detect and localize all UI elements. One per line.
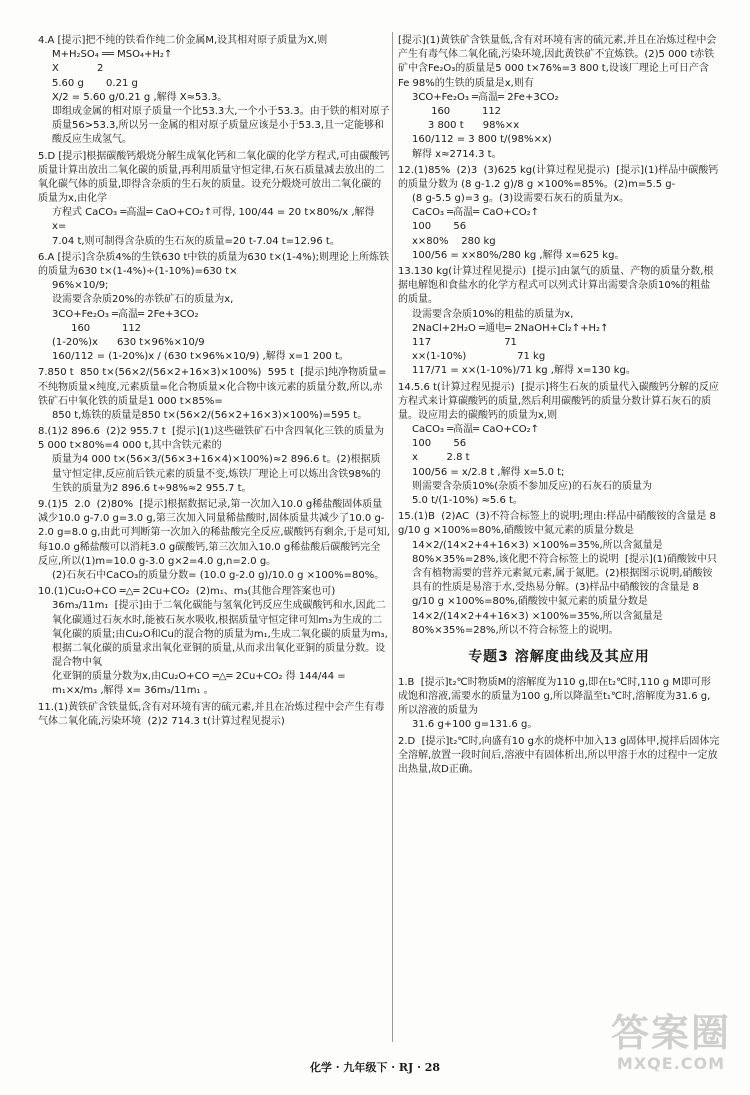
answer-line: 10.(1)Cu₂O+CO ═△═ 2Cu+CO₂ (2)m₁、m₃(其他合理答案也可) <box>38 586 336 598</box>
answer-line: 14×2/(14×2+4+16×3) ×100%=35%,所以含氮量是80%×35%=28%,所以不符合标签上的说明。 <box>412 610 663 636</box>
answer-line: 117 71 <box>412 336 517 348</box>
answer-line: 3CO+Fe₂O₃ ═高温═ 2Fe+3CO₂ <box>52 308 199 320</box>
answer-line: 设需要含杂质10%的粗盐的质量为x, <box>412 308 574 320</box>
answer-line: 100 56 <box>412 438 467 450</box>
answer-line: 4.A [提示]把不纯的铁看作纯二价金属M,设其相对原子质量为X,则 <box>38 35 328 46</box>
answer-line: 100 56 <box>412 221 467 233</box>
answer-line: 7.04 t,则可制得含杂质的生石灰的质量=20 t-7.04 t=12.96 t。 <box>52 235 340 247</box>
answer-line: [提示](1)黄铁矿含铁量低,含有对环境有害的硫元素,并且在冶炼过程中会产生有毒气体二氧化硫,污染环境,因此黄铁矿不宜炼铁。(2)5 000 t赤铁矿中含Fe₂O₃的质量是5 000 t×76%=3 800 t,设该厂理论上可日产含Fe 98%的生铁的质量是x,则有 <box>398 35 717 89</box>
answer-line: 5.D [提示]根据碳酸钙煅烧分解生成氧化钙和二氧化碳的化学方程式,可由碳酸钙质量计算出放出二氧化碳的质量,再利用质量守恒定律,石灰石质量减去放出的二氧化碳气体的质量,即得含杂质的生石灰的质量。设充分煅烧可放出二氧化碳的质量为x,由化学 <box>38 150 390 205</box>
answer-line: 100/56 = x×80%/280 kg ,解得 x=625 kg。 <box>412 249 625 261</box>
page-footer: 化学 · 九年级下 · RJ · 28 <box>309 1061 441 1074</box>
answer-line: 6.A [提示]含杂质4%的生铁630 t中铁的质量为630 t×(1-4%);则理论上所炼铁的质量为630 t×(1-4%)÷(1-10%)=630 t× <box>38 251 389 277</box>
answer-item <box>38 498 390 583</box>
section-heading: 专题3 溶解度曲线及其应用 <box>468 648 650 665</box>
answer-item <box>398 510 720 638</box>
answer-line: 1.B [提示]t₂℃时物质M的溶解度为110 g,即在t₂℃时,110 g M即可形成饱和溶液,需要水的质量为100 g,所以降温至t₁℃时,溶解度为31.6 g,所以溶液的质量为 <box>398 676 711 717</box>
answer-line: 14×2/(14×2+4+16×3) ×100%=35%,所以含氮量是80%×35%=28%,该化肥不符合标签上的说明 [提示](1)硝酸铵中只含有植物需要的营养元素氮元素,属于氮肥。(2)根据图示说明,硝酸铵具有的性质是易溶于水,受热易分解。(3)样品中硝酸铵的含量是 8 g/10 g ×100%=80%,硝酸铵中氮元素的质量分数是 <box>412 539 717 608</box>
answer-line: x×(1-10%) 71 kg <box>412 351 546 363</box>
answer-item <box>38 366 390 423</box>
answer-line: 15.(1)B (2)AC (3)不符合标签上的说明;理由:样品中硝酸铵的含量是 8 g/10 g ×100%=80%,硝酸铵中氮元素的质量分数是 <box>398 511 720 537</box>
answer-item <box>38 585 390 699</box>
answer-item <box>38 34 390 148</box>
answer-line: 方程式 CaCO₃ ═高温═ CaO+CO₂↑可得, 100/44 = 20 t×80%/x ,解得 x= <box>52 207 378 233</box>
answer-line: 96%×10/9; <box>52 280 109 292</box>
answer-line: 36m₃/11m₁ [提示]由于二氧化碳能与氢氧化钙反应生成碳酸钙和水,因此二氧化碳通过石灰水时,能被石灰水吸收,根据质量守恒定律可知m₃为生成的二氧化碳的质量;由Cu₂O和Cu的混合物的质量为m₁,生成二氧化碳的质量为m₃,根据二氧化碳的质量求出氧化亚铜的质量,从而求出氧化亚铜的质量分数。设混合物中氧 <box>52 600 388 669</box>
answer-line: 5.60 g 0.21 g <box>52 77 138 89</box>
right-column <box>398 34 720 1034</box>
answer-line: 3 800 t 98%×x <box>412 120 520 132</box>
watermark-main: 答案圈 <box>610 1011 731 1055</box>
answer-line: 31.6 g+100 g=131.6 g。 <box>412 719 538 731</box>
answer-line: (1-20%)x 630 t×96%×10/9 <box>52 336 205 348</box>
answer-line: 13.130 kg(计算过程见提示) [提示]由氯气的质量、产物的质量分数,根据电解饱和食盐水的化学方程式可以列式计算出需要含杂质10%的粗盐的质量。 <box>398 266 714 306</box>
answer-line: 160 112 <box>412 105 502 117</box>
answer-line: 则需要含杂质10%(杂质不参加反应)的石灰石的质量为 <box>412 480 653 492</box>
answer-item <box>398 34 720 162</box>
answer-line: (8 g-5.5 g)=3 g。(3)设需要石灰石的质量为x。 <box>412 193 630 205</box>
answer-line: 160 112 <box>52 322 142 334</box>
answer-item <box>398 164 720 263</box>
answer-line: 即组成金属的相对原子质量一个比53.3大,一个小于53.3。由于铁的相对原子质量56>53.3,所以另一金属的相对原子质量应该是小于53.3,且一定能够和酸反应生成氢气。 <box>52 105 390 146</box>
answer-line: 化亚铜的质量分数为x,由Cu₂O+CO ═△═ 2Cu+CO₂ 得 144/44 = <box>52 671 346 683</box>
answer-line: 11.(1)黄铁矿含铁量低,含有对环境有害的硫元素,并且在冶炼过程中会产生有毒气体二氧化硫,污染环境 (2)2 714.3 t(计算过程见提示) <box>38 701 385 727</box>
answer-line: x×80% 280 kg <box>412 235 496 247</box>
answer-item <box>398 381 720 509</box>
answer-line: CaCO₃ ═高温═ CaO+CO₂↑ <box>412 207 539 219</box>
answer-line: 解得 x≈2714.3 t。 <box>412 148 502 160</box>
answer-item <box>398 676 720 733</box>
watermark-sub: MXQE.COM <box>616 1054 726 1073</box>
answer-line: 8.(1)2 896.6 (2)2 955.7 t [提示](1)这些磁铁矿石中含四氧化三铁的质量为5 000 t×80%=4 000 t,其中含铁元素的 <box>38 426 384 452</box>
answer-line: 12.(1)85% (2)3 (3)625 kg(计算过程见提示) [提示](1)样品中碳酸钙的质量分数为 (8 g-1.2 g)/8 g ×100%=85%。(2)m=5.5 g- <box>398 164 719 190</box>
answer-line: 9.(1)5 2.0 (2)80% [提示]根据数据记录,第一次加入10.0 g稀盐酸固体质量减少10.0 g-7.0 g=3.0 g,第三次加入同量稀盐酸时,固体质量共减少了10.0 g-2.0 g=8.0 g,由此可判断第一次加入的稀盐酸完全反应,碳酸钙有剩余,于是可知,每10.0 g稀盐酸可以消耗3.0 g碳酸钙,第三次加入10.0 g稀盐酸后碳酸钙完全反应,所以(1)m=10.0 g-3.0 g×2=4.0 g,n=2.0 g。 <box>38 499 390 567</box>
answer-line: X 2 <box>52 63 104 75</box>
answer-line: m₁×x/m₃ ,解得 x= 36m₃/11m₁ 。 <box>52 685 214 697</box>
column-divider <box>392 32 393 1042</box>
answer-item <box>38 701 390 729</box>
left-column <box>38 34 390 1034</box>
answer-item <box>38 251 390 365</box>
answer-line: 160/112 = (1-20%)x / (630 t×96%×10/9) ,解得 x=1 200 t。 <box>52 351 349 363</box>
answer-line: X/2 = 5.60 g/0.21 g ,解得 X≈53.3。 <box>52 91 228 103</box>
answer-line: 117/71 = x×(1-10%)/71 kg ,解得 x=130 kg。 <box>412 365 636 377</box>
answer-item <box>398 265 720 379</box>
answer-line: (2)石灰石中CaCO₃的质量分数= (10.0 g-2.0 g)/10.0 g ×100%=80%。 <box>52 569 385 581</box>
answer-line: M+H₂SO₄ ══ MSO₄+H₂↑ <box>52 49 173 61</box>
answer-line: 2NaCl+2H₂O ═通电═ 2NaOH+Cl₂↑+H₂↑ <box>412 322 609 334</box>
answer-line: 设需要含杂质20%的赤铁矿石的质量为x, <box>52 294 234 306</box>
answer-line: 160/112 = 3 800 t/(98%×x) <box>412 134 552 146</box>
answer-line: 7.850 t 850 t×(56×2/(56×2+16×3)×100%) 595 t [提示]纯净物质量=不纯物质量×纯度,元素质量=化合物质量×化合物中该元素的质量分数,所以,赤铁矿石中氧化铁的质量是1 000 t×85%= <box>38 367 387 407</box>
answer-item <box>38 425 390 496</box>
answer-line: 14.5.6 t(计算过程见提示) [提示]将生石灰的质量代入碳酸钙分解的反应方程式来计算碳酸钙的质量,然后利用碳酸钙的质量分数计算石灰石的质量。设应用去的碳酸钙的质量为x,则 <box>398 381 719 421</box>
answer-line: 2.D [提示]t₂℃时,向盛有10 g水的烧杯中加入13 g固体甲,搅拌后固体完全溶解,放置一段时间后,溶液中有固体析出,所以甲溶于水的过程中一定放出热量,故D正确。 <box>398 735 720 775</box>
answer-item <box>398 735 720 778</box>
answer-line: 质量为4 000 t×(56×3/(56×3+16×4)×100%)≈2 896.6 t。(2)根据质量守恒定律,反应前后铁元素的质量不变,炼铁厂理论上可以炼出含铁98%的生铁的质量为2 896.6 t÷98%≈2 955.7 t。 <box>52 454 381 494</box>
answer-line: CaCO₃ ═高温═ CaO+CO₂↑ <box>412 424 539 436</box>
answer-line: 5.0 t/(1-10%) ≈5.6 t。 <box>412 495 523 506</box>
answer-line: 850 t,炼铁的质量是850 t×(56×2/(56×2+16×3)×100%)=595 t。 <box>52 409 368 421</box>
answer-line: 3CO+Fe₂O₃ ═高温═ 2Fe+3CO₂ <box>412 91 559 103</box>
answer-line: 100/56 = x/2.8 t ,解得 x=5.0 t; <box>412 466 565 478</box>
answer-item <box>38 150 390 249</box>
answer-line: x 2.8 t <box>412 452 470 464</box>
